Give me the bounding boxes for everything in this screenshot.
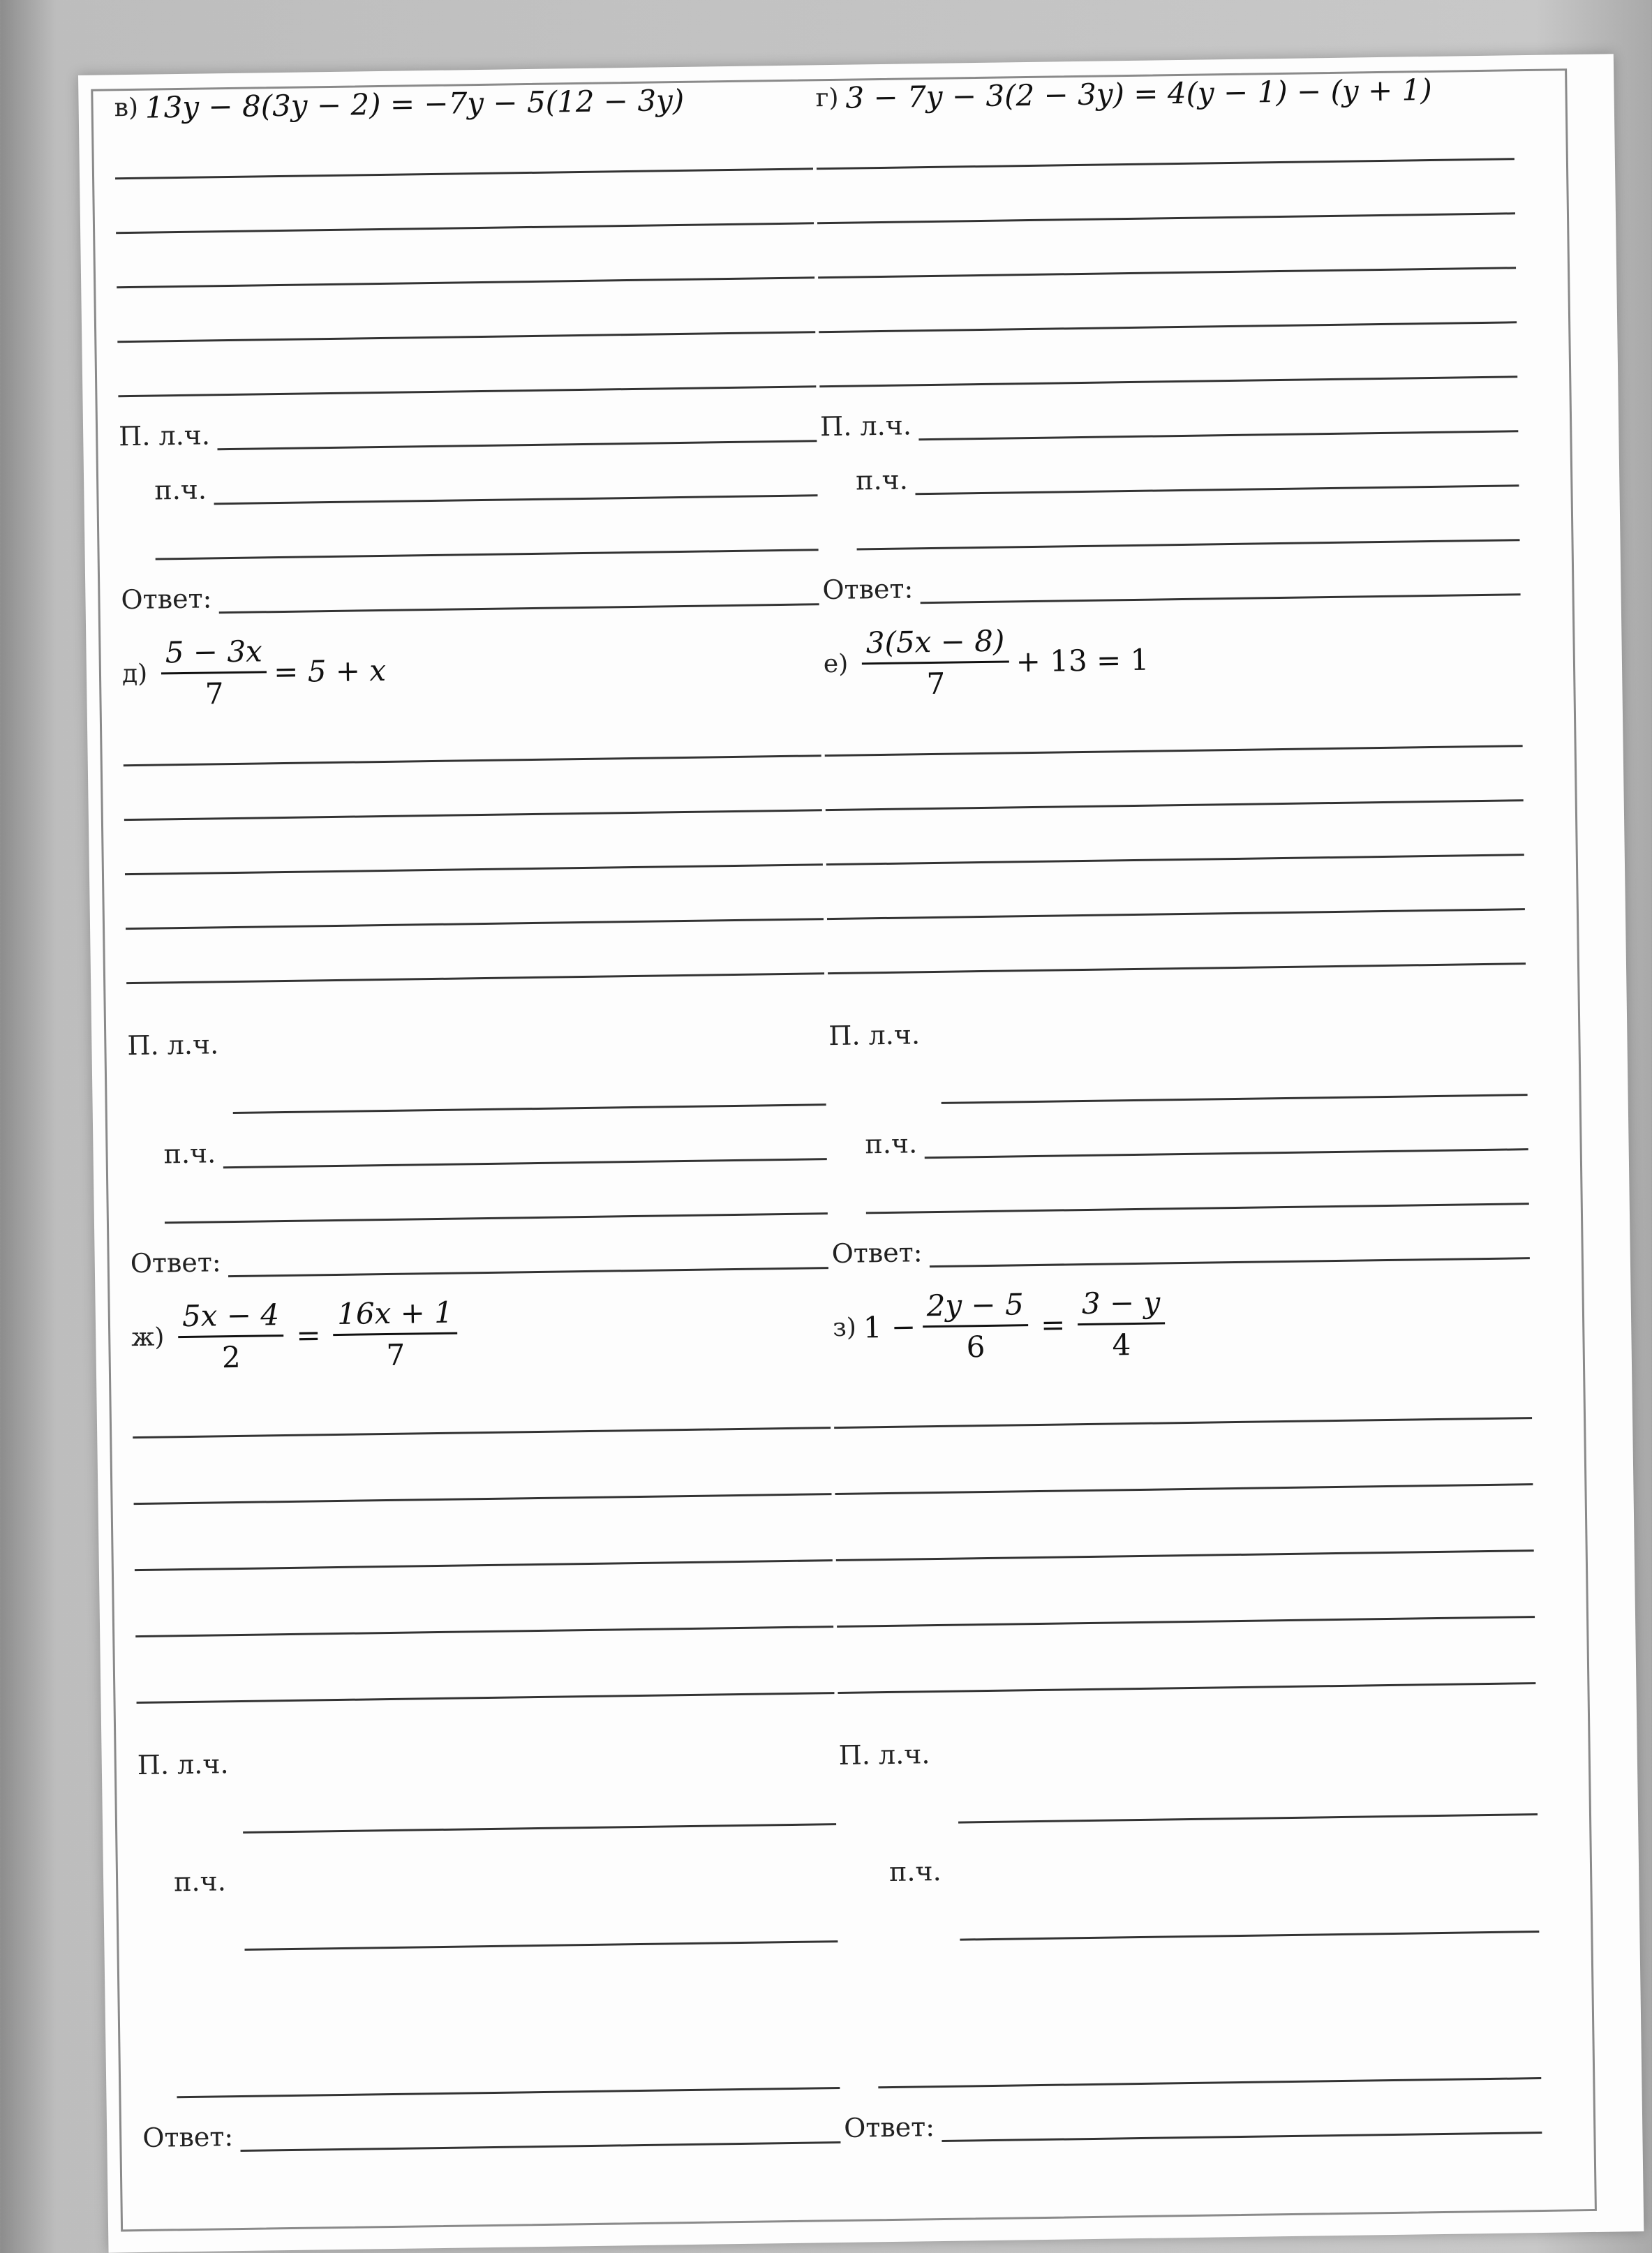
answer-row bbox=[822, 541, 1521, 605]
fraction bbox=[861, 623, 1009, 701]
answer-row bbox=[831, 1205, 1530, 1269]
exercise-letter: е) bbox=[823, 649, 849, 679]
equation-text: 3 − 7y − 3(2 − 3y) = 4(y − 1) − (y + 1) bbox=[845, 72, 1432, 115]
extra-line[interactable] bbox=[856, 486, 1520, 550]
right-part-field[interactable] bbox=[959, 1878, 1539, 1941]
denominator: 7 bbox=[386, 1337, 405, 1373]
left-part-row bbox=[828, 965, 1526, 1051]
numerator: 5x − 4 bbox=[178, 1297, 284, 1338]
answer-field[interactable] bbox=[218, 575, 819, 614]
answer-line[interactable] bbox=[114, 115, 813, 179]
fraction bbox=[922, 1287, 1029, 1365]
answer-line[interactable] bbox=[834, 1419, 1533, 1495]
answer-field[interactable] bbox=[228, 1239, 828, 1277]
exercise-e bbox=[823, 616, 1530, 1269]
answer-line[interactable] bbox=[819, 323, 1517, 387]
equals-sign: = bbox=[296, 1318, 321, 1353]
extra-line[interactable] bbox=[865, 1150, 1529, 1214]
answer-row bbox=[130, 1214, 828, 1279]
right-part-row bbox=[128, 1106, 827, 1170]
right-part-label: п.ч. bbox=[154, 474, 207, 506]
exercise-v bbox=[114, 81, 819, 615]
equals-sign: = bbox=[1040, 1307, 1066, 1342]
answer-line[interactable] bbox=[825, 747, 1524, 811]
answer-line[interactable] bbox=[817, 160, 1515, 224]
left-part-label: П. л.ч. bbox=[137, 1748, 229, 1781]
answer-line[interactable] bbox=[826, 801, 1524, 865]
exercise-letter: ж) bbox=[131, 1323, 165, 1353]
answer-line[interactable] bbox=[125, 865, 824, 930]
exercise-letter: д) bbox=[121, 659, 148, 689]
answer-label: Ответ: bbox=[130, 1247, 221, 1279]
numerator: 2y − 5 bbox=[922, 1287, 1028, 1328]
answer-label: Ответ: bbox=[831, 1237, 923, 1270]
left-part-row bbox=[838, 1684, 1536, 1771]
answer-label: Ответ: bbox=[121, 583, 212, 616]
equation-text: 13y − 8(3y − 2) = −7y − 5(12 − 3y) bbox=[144, 82, 685, 125]
equation-rhs: = 5 + x bbox=[273, 653, 387, 690]
left-part-row bbox=[819, 378, 1518, 442]
answer-line[interactable] bbox=[837, 1618, 1535, 1694]
answer-line[interactable] bbox=[117, 333, 816, 397]
answer-line[interactable] bbox=[835, 1485, 1534, 1561]
equation-e bbox=[823, 616, 1521, 702]
right-part-label: п.ч. bbox=[163, 1138, 216, 1170]
right-part-row bbox=[840, 1815, 1538, 1888]
left-part-row bbox=[118, 387, 817, 452]
working-lines bbox=[824, 692, 1526, 974]
equation-zh bbox=[131, 1290, 829, 1376]
answer-line[interactable] bbox=[816, 105, 1515, 170]
denominator: 7 bbox=[204, 676, 224, 711]
answer-field[interactable] bbox=[240, 2113, 841, 2152]
left-part-row bbox=[126, 974, 825, 1061]
right-part-row bbox=[830, 1096, 1528, 1160]
numerator: 3 − y bbox=[1078, 1285, 1165, 1325]
right-part-row bbox=[119, 442, 818, 506]
working-lines bbox=[816, 105, 1517, 387]
exercise-letter: г) bbox=[815, 83, 839, 113]
numerator: 3(5x − 8) bbox=[861, 623, 1009, 664]
working-lines bbox=[132, 1366, 834, 1704]
answer-line[interactable] bbox=[827, 910, 1526, 974]
answer-line[interactable] bbox=[124, 757, 822, 821]
right-part-label: п.ч. bbox=[888, 1855, 942, 1888]
extra-line[interactable] bbox=[155, 496, 819, 560]
answer-field[interactable] bbox=[942, 2104, 1542, 2142]
right-part-label: п.ч. bbox=[855, 464, 909, 496]
exercise-d bbox=[121, 626, 828, 1279]
fraction bbox=[161, 634, 267, 711]
answer-row bbox=[121, 551, 819, 615]
left-part-label: П. л.ч. bbox=[819, 410, 912, 443]
answer-field[interactable] bbox=[920, 565, 1521, 604]
answer-label: Ответ: bbox=[843, 2111, 935, 2143]
answer-line[interactable] bbox=[117, 278, 815, 343]
left-part-field[interactable] bbox=[232, 1051, 826, 1114]
answer-line[interactable] bbox=[123, 702, 821, 766]
answer-line[interactable] bbox=[124, 811, 823, 875]
answer-field[interactable] bbox=[929, 1229, 1530, 1267]
left-part-field[interactable] bbox=[958, 1761, 1538, 1824]
right-part-field[interactable] bbox=[244, 1888, 838, 1951]
answer-line[interactable] bbox=[116, 224, 814, 288]
working-lines bbox=[114, 115, 816, 397]
left-column bbox=[114, 81, 840, 2153]
left-part-label: П. л.ч. bbox=[838, 1739, 930, 1771]
extra-line[interactable] bbox=[175, 1942, 840, 2098]
left-part-field[interactable] bbox=[941, 1041, 1528, 1104]
answer-line[interactable] bbox=[824, 692, 1523, 757]
right-part-row bbox=[820, 432, 1519, 496]
denominator: 7 bbox=[926, 666, 946, 701]
answer-line[interactable] bbox=[817, 214, 1516, 278]
extra-line[interactable] bbox=[164, 1160, 828, 1224]
equation-z bbox=[832, 1280, 1531, 1366]
working-lines bbox=[123, 702, 824, 984]
answer-label: Ответ: bbox=[822, 573, 914, 606]
exercise-g bbox=[815, 71, 1520, 605]
right-part-label: п.ч. bbox=[173, 1866, 227, 1898]
answer-row bbox=[142, 2089, 840, 2153]
left-part-label: П. л.ч. bbox=[118, 419, 211, 452]
answer-line[interactable] bbox=[134, 1495, 833, 1571]
answer-line[interactable] bbox=[135, 1628, 834, 1704]
answer-line[interactable] bbox=[135, 1561, 833, 1637]
right-column bbox=[815, 71, 1542, 2143]
exercise-z bbox=[832, 1280, 1542, 2143]
fraction bbox=[178, 1297, 285, 1375]
worksheet-page bbox=[78, 54, 1644, 2252]
worksheet-frame bbox=[91, 68, 1597, 2231]
extra-line[interactable] bbox=[876, 1933, 1541, 2088]
answer-line[interactable] bbox=[126, 920, 824, 984]
numerator: 5 − 3x bbox=[161, 634, 267, 674]
equation-prefix: 1 − bbox=[863, 1309, 916, 1345]
answer-line[interactable] bbox=[826, 856, 1525, 920]
answer-line[interactable] bbox=[133, 1429, 831, 1505]
working-lines bbox=[833, 1356, 1535, 1694]
fraction bbox=[1078, 1285, 1166, 1362]
answer-line[interactable] bbox=[833, 1356, 1532, 1429]
fraction bbox=[333, 1295, 458, 1373]
right-part-row bbox=[138, 1825, 837, 1898]
left-part-label: П. л.ч. bbox=[127, 1029, 219, 1062]
answer-line[interactable] bbox=[115, 170, 814, 234]
right-part-label: п.ч. bbox=[865, 1128, 918, 1160]
answer-line[interactable] bbox=[132, 1366, 831, 1438]
answer-label: Ответ: bbox=[142, 2121, 234, 2153]
exercise-zh bbox=[131, 1290, 840, 2153]
answer-line[interactable] bbox=[818, 269, 1517, 333]
left-part-label: П. л.ч. bbox=[828, 1019, 921, 1052]
exercise-letter: з) bbox=[832, 1313, 857, 1343]
exercise-letter: в) bbox=[114, 93, 139, 123]
denominator: 6 bbox=[966, 1330, 985, 1365]
left-part-field[interactable] bbox=[242, 1771, 836, 1834]
numerator: 16x + 1 bbox=[333, 1295, 458, 1336]
equation-rhs: + 13 = 1 bbox=[1015, 642, 1149, 679]
equation-d bbox=[121, 626, 820, 712]
answer-line[interactable] bbox=[836, 1552, 1535, 1628]
answer-row bbox=[843, 2079, 1542, 2143]
left-part-row bbox=[137, 1694, 835, 1780]
denominator: 4 bbox=[1112, 1328, 1131, 1362]
denominator: 2 bbox=[221, 1339, 241, 1375]
